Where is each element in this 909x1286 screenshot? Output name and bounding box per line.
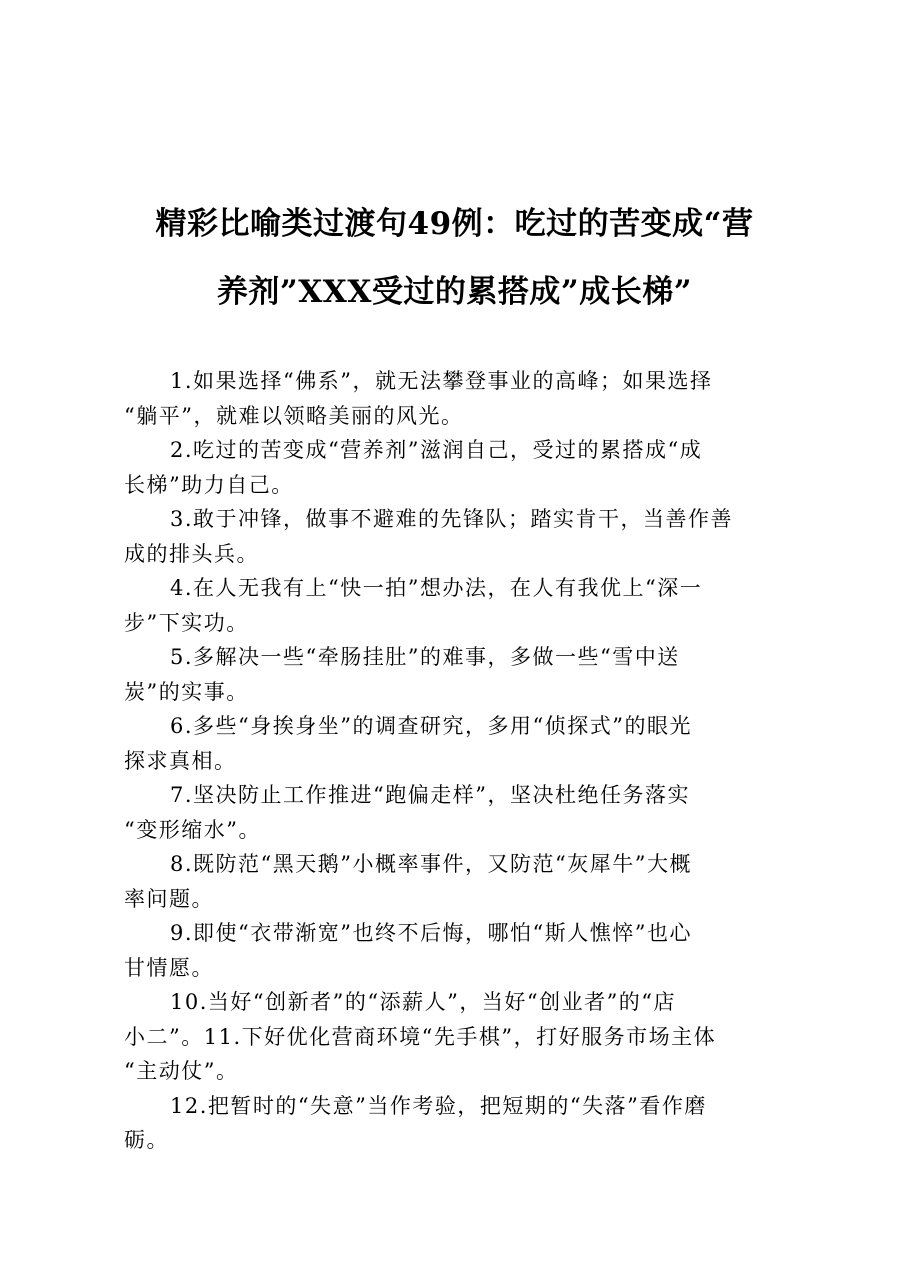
paragraph-line: 12.把暂时的“失意”当作考验，把短期的“失落”看作磨 [170, 1093, 707, 1118]
paragraph-line: 步”下实功。 [124, 610, 249, 635]
title-line-1: 精彩比喻类过渡句49例：吃过的苦变成“营 [155, 206, 754, 242]
paragraph-1 [124, 364, 796, 433]
paragraph-line: 9.即使“衣带渐宽”也终不后悔，哪怕“斯人憔悴”也心 [170, 921, 692, 945]
paragraph-line: 炭”的实事。 [124, 679, 249, 704]
paragraph-9 [124, 916, 796, 985]
paragraph-line: 6.多些“身挨身坐”的调查研究，多用“侦探式”的眼光 [170, 714, 692, 738]
paragraph-line: 2.吃过的苦变成“营养剂”滋润自己，受过的累搭成“成 [170, 438, 703, 462]
paragraph-line: 率问题。 [124, 886, 214, 911]
paragraph-line: “变形缩水”。 [124, 817, 261, 842]
paragraph-12 [124, 1089, 796, 1158]
paragraph-2 [124, 433, 796, 502]
paragraph-line: 砺。 [124, 1128, 169, 1152]
paragraph-line: 甘情愿。 [124, 955, 214, 980]
paragraph-line: 5.多解决一些“牵肠挂肚”的难事，多做一些“雪中送 [170, 645, 680, 669]
paragraph-4 [124, 571, 796, 640]
paragraph-6 [124, 709, 796, 778]
paragraph-10 [124, 985, 796, 1089]
paragraph-line: 3.敢于冲锋，做事不避难的先锋队；踏实肯干，当善作善 [170, 507, 734, 531]
paragraph-7 [124, 778, 796, 847]
title-line-2: 养剂”XXX受过的累搭成”成长梯” [216, 274, 693, 310]
paragraph-8 [124, 847, 796, 916]
paragraph-line: “主动仗”。 [124, 1059, 239, 1083]
paragraph-line: 长梯”助力自己。 [124, 472, 294, 497]
paragraph-line: 7.坚决防止工作推进“跑偏走样”，坚决杜绝任务落实 [170, 783, 691, 807]
paragraph-line: 4.在人无我有上“快一拍”想办法，在人有我优上“深一 [170, 576, 703, 600]
paragraph-line: 成的排头兵。 [124, 541, 259, 566]
paragraph-5 [124, 640, 796, 709]
paragraph-line: 探求真相。 [124, 748, 237, 773]
paragraph-line: 1.如果选择“佛系”，就无法攀登事业的高峰；如果选择 [170, 369, 713, 393]
paragraph-line: “躺平”，就难以领略美丽的风光。 [124, 403, 464, 428]
paragraph-line: 小二”。11.下好优化营商环境“先手棋”，打好服务市场主体 [124, 1024, 717, 1049]
document-title [100, 190, 809, 326]
paragraph-3 [124, 502, 796, 571]
paragraph-line: 10.当好“创新者”的“添薪人”，当好“创业者”的“店 [170, 990, 677, 1014]
document-body [124, 364, 796, 1158]
paragraph-line: 8.既防范“黑天鹅”小概率事件，又防范“灰犀牛”大概 [170, 852, 692, 876]
